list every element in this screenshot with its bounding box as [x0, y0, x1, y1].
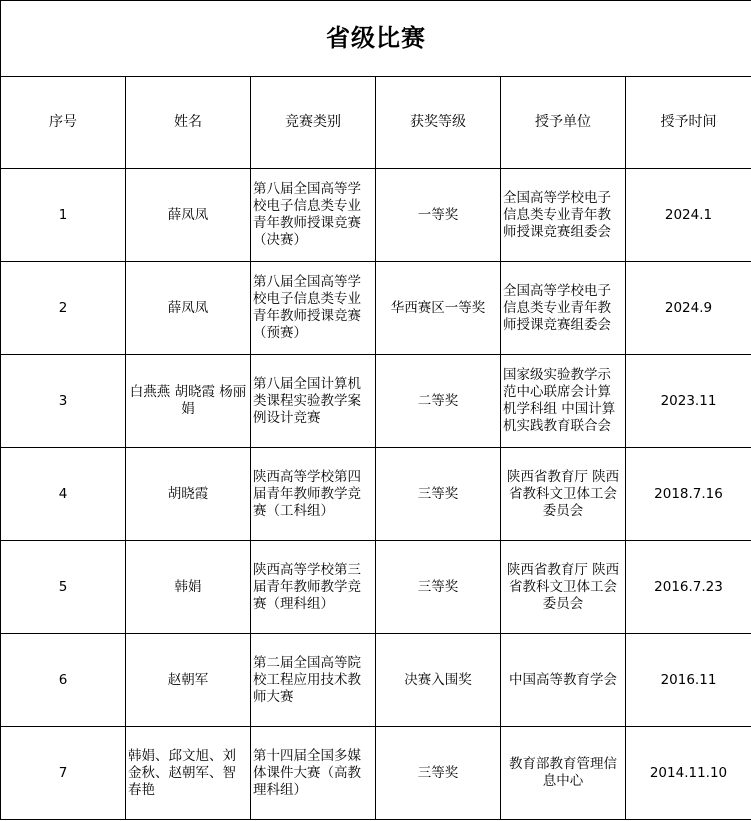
cell-index: 2: [1, 262, 126, 355]
cell-date: 2016.7.23: [626, 541, 751, 634]
cell-category: 第八届全国高等学校电子信息类专业青年教师授课竞赛（预赛）: [251, 262, 376, 355]
cell-grantor: 陕西省教育厅 陕西省教科文卫体工会委员会: [501, 541, 626, 634]
cell-index: 4: [1, 448, 126, 541]
table-row: [1, 727, 751, 820]
cell-date: 2016.11: [626, 634, 751, 727]
cell-grantor: 全国高等学校电子信息类专业青年教师授课竞赛组委会: [501, 262, 626, 355]
cell-name: 赵朝军: [126, 634, 251, 727]
cell-category: 陕西高等学校第三届青年教师教学竞赛（理科组）: [251, 541, 376, 634]
cell-date: 2014.11.10: [626, 727, 751, 820]
cell-level: 三等奖: [376, 541, 501, 634]
cell-category: 陕西高等学校第四届青年教师教学竞赛（工科组）: [251, 448, 376, 541]
cell-level: 决赛入围奖: [376, 634, 501, 727]
table-row: [1, 169, 751, 262]
cell-date: 2023.11: [626, 355, 751, 448]
table-row: [1, 634, 751, 727]
page-title: 省级比赛: [1, 1, 751, 77]
cell-name: 薛凤凤: [126, 169, 251, 262]
table-row: [1, 355, 751, 448]
cell-name: 薛凤凤: [126, 262, 251, 355]
cell-category: 第十四届全国多媒体课件大赛（高教理科组）: [251, 727, 376, 820]
header-date: 授予时间: [626, 77, 751, 169]
cell-name: 白燕燕 胡晓霞 杨丽娟: [126, 355, 251, 448]
cell-level: 三等奖: [376, 727, 501, 820]
header-level: 获奖等级: [376, 77, 501, 169]
header-name: 姓名: [126, 77, 251, 169]
header-index: 序号: [1, 77, 126, 169]
cell-category: 第二届全国高等院校工程应用技术教师大赛: [251, 634, 376, 727]
table-row: [1, 448, 751, 541]
cell-grantor: 陕西省教育厅 陕西省教科文卫体工会委员会: [501, 448, 626, 541]
cell-category: 第八届全国高等学校电子信息类专业青年教师授课竞赛（决赛）: [251, 169, 376, 262]
cell-index: 3: [1, 355, 126, 448]
cell-level: 一等奖: [376, 169, 501, 262]
cell-grantor: 教育部教育管理信息中心: [501, 727, 626, 820]
header-category: 竞赛类别: [251, 77, 376, 169]
table-row: [1, 541, 751, 634]
cell-name: 韩娟、邱文旭、刘金秋、赵朝军、智春艳: [126, 727, 251, 820]
header-row: [1, 77, 751, 169]
cell-date: 2024.9: [626, 262, 751, 355]
table-row: [1, 262, 751, 355]
cell-level: 二等奖: [376, 355, 501, 448]
cell-grantor: 中国高等教育学会: [501, 634, 626, 727]
cell-date: 2018.7.16: [626, 448, 751, 541]
cell-date: 2024.1: [626, 169, 751, 262]
header-grantor: 授予单位: [501, 77, 626, 169]
cell-grantor: 全国高等学校电子信息类专业青年教师授课竞赛组委会: [501, 169, 626, 262]
cell-index: 6: [1, 634, 126, 727]
cell-category: 第八届全国计算机类课程实验教学案例设计竞赛: [251, 355, 376, 448]
cell-index: 7: [1, 727, 126, 820]
cell-name: 韩娟: [126, 541, 251, 634]
cell-index: 5: [1, 541, 126, 634]
cell-level: 三等奖: [376, 448, 501, 541]
title-row: [1, 1, 751, 77]
cell-grantor: 国家级实验教学示范中心联席会计算机学科组 中国计算机实践教育联合会: [501, 355, 626, 448]
cell-index: 1: [1, 169, 126, 262]
cell-level: 华西赛区一等奖: [376, 262, 501, 355]
cell-name: 胡晓霞: [126, 448, 251, 541]
